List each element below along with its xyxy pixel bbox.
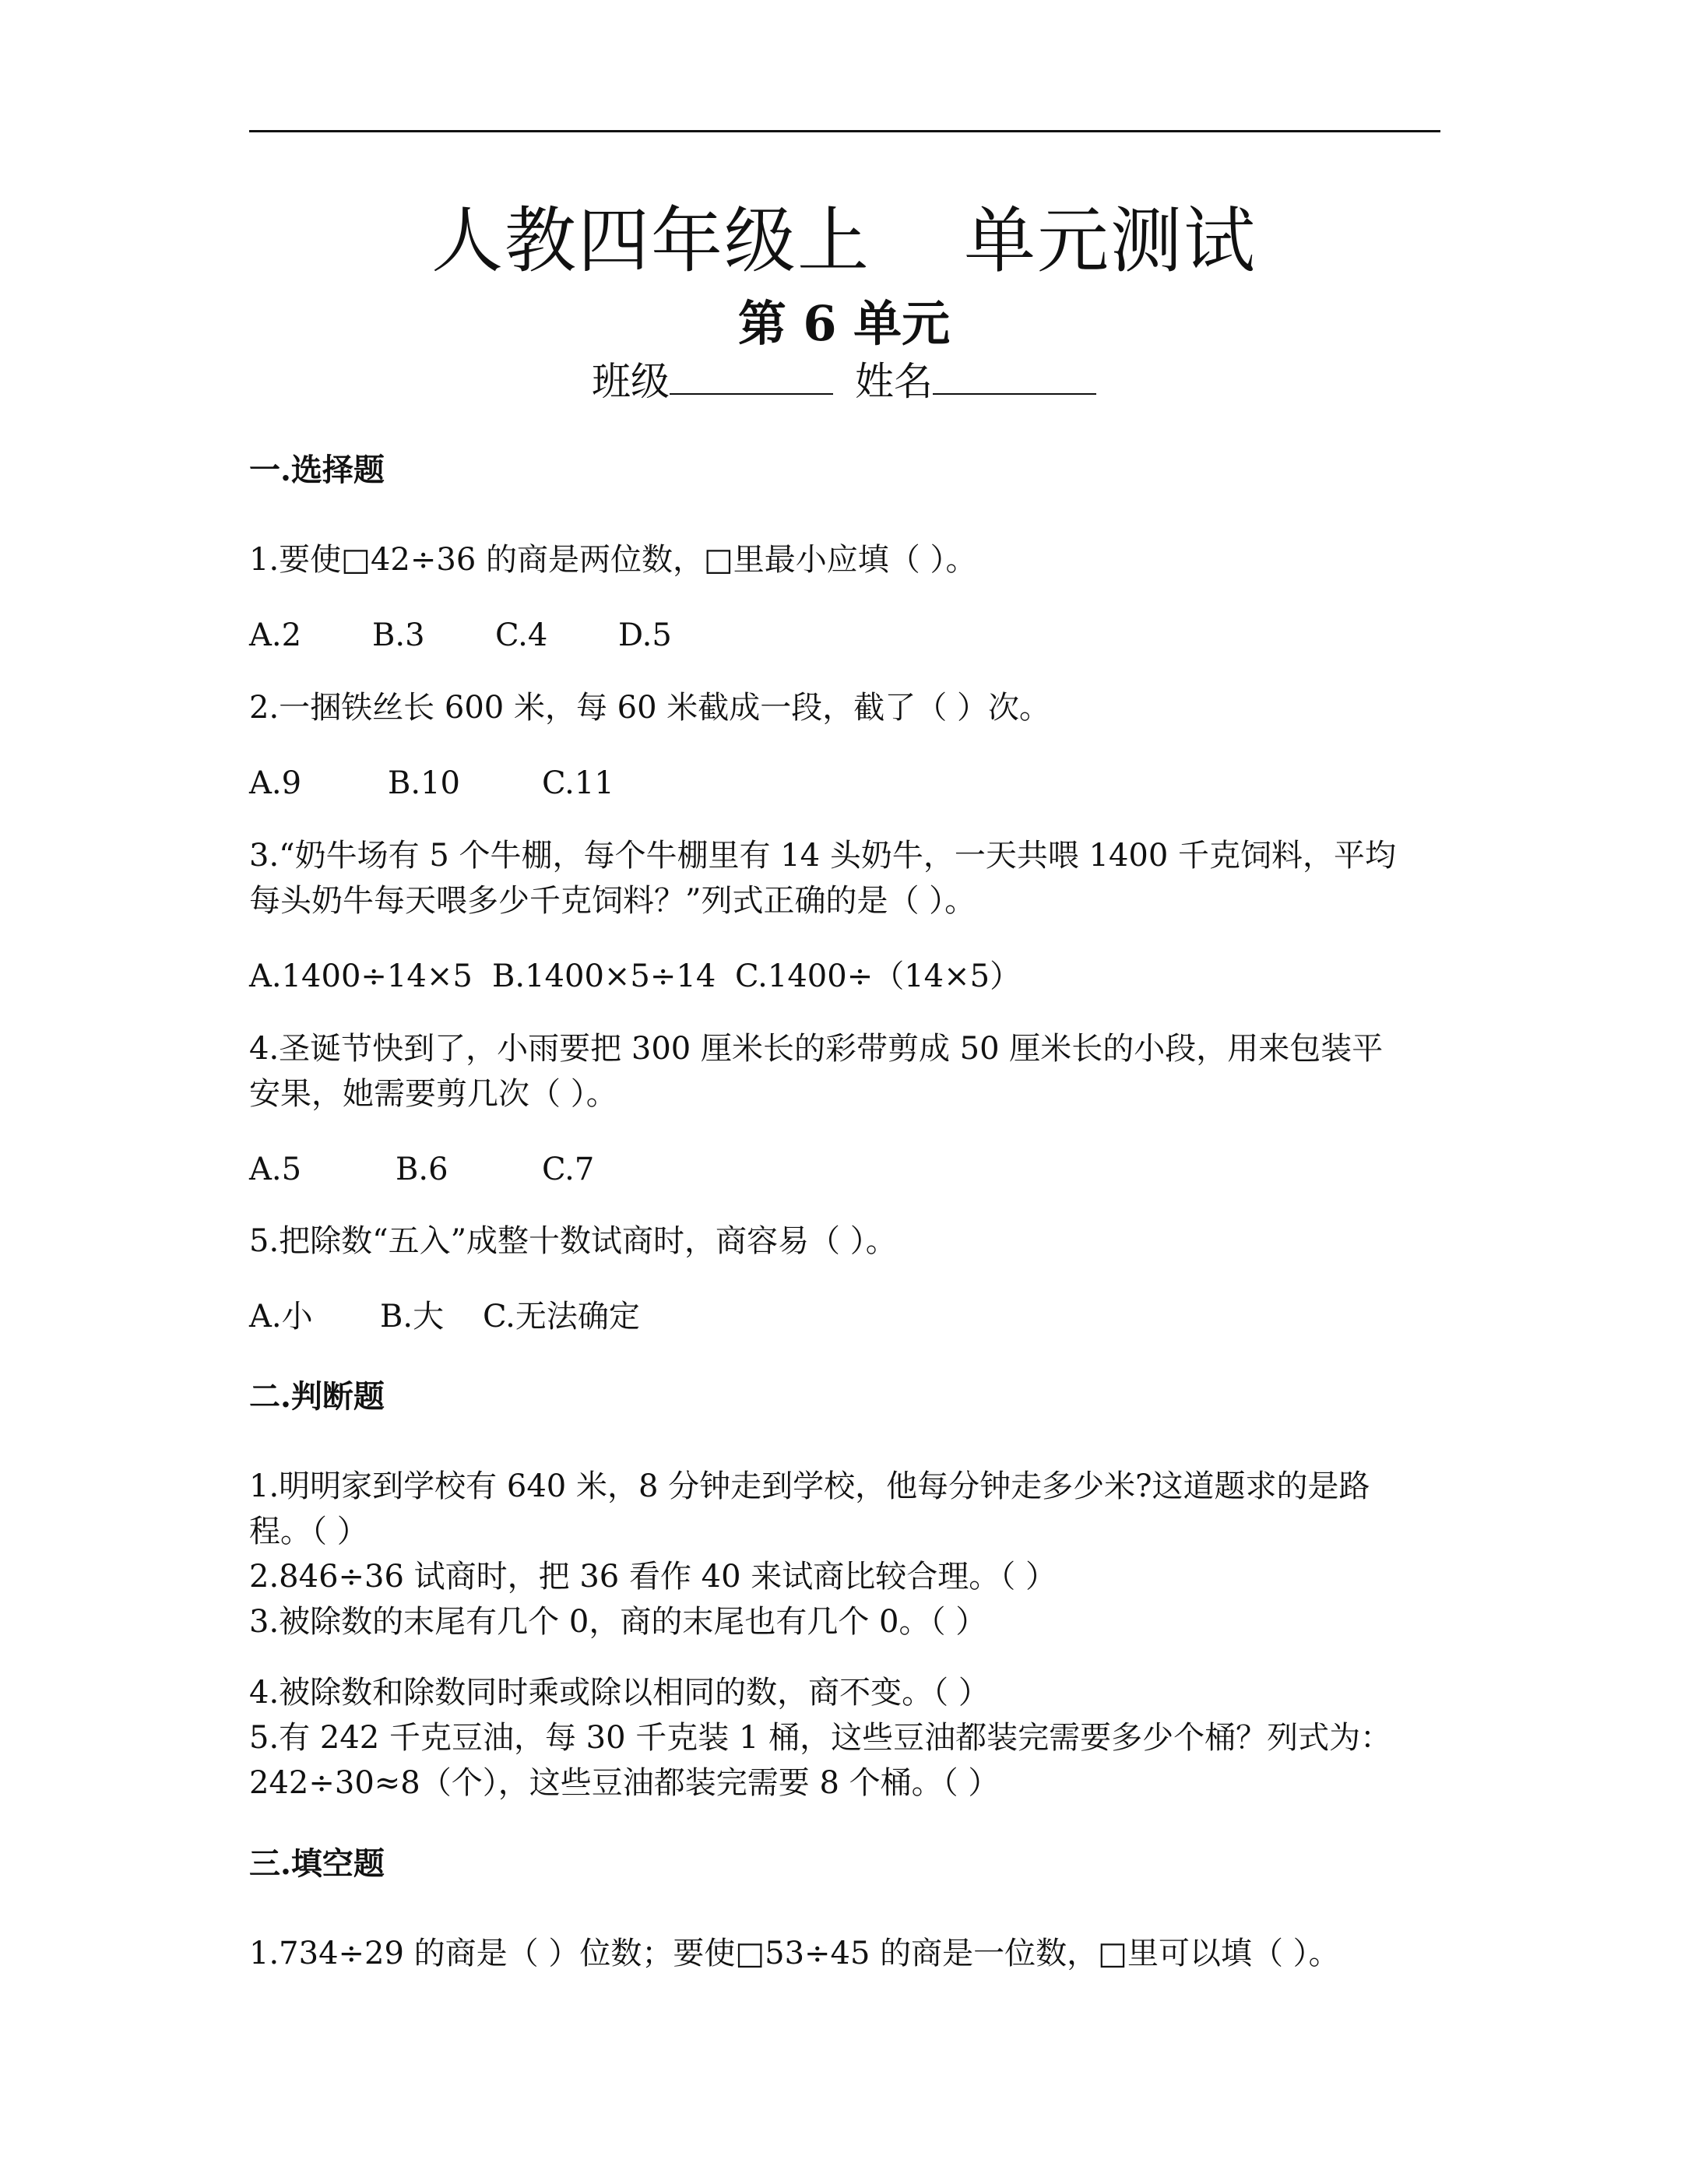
section-heading-choice: 一.选择题: [249, 452, 385, 488]
question-text: 3.“奶牛场有 5 个牛棚，每个牛棚里有 14 头奶牛，一天共喂 1400 千克饲料，平均: [249, 838, 1397, 874]
option[interactable]: C.7: [542, 1152, 595, 1187]
question-text: 安果，她需要剪几次（ ）。: [249, 1076, 617, 1112]
option[interactable]: A.2: [249, 617, 302, 653]
options-row: [249, 954, 1456, 999]
option[interactable]: D.5: [618, 617, 672, 653]
question-text: 5.把除数“五入”成整十数试商时，商容易（ ）。: [249, 1223, 897, 1259]
statement-text: 5.有 242 千克豆油，每 30 千克装 1 桶，这些豆油都装完需要多少个桶？列式为：: [249, 1720, 1392, 1756]
option[interactable]: A.1400÷14×5: [249, 958, 473, 994]
question-text: 1.要使□42÷36 的商是两位数，□里最小应填（ ）。: [249, 542, 977, 578]
question-text: 1.734÷29 的商是（ ）位数；要使□53÷45 的商是一位数，□里可以填（ ）。: [249, 1936, 1340, 1971]
statement-text: 4.被除数和除数同时乘或除以相同的数，商不变。（ ）: [249, 1675, 990, 1711]
class-label: 班级: [592, 359, 670, 404]
title-left: 人教四年级上: [431, 199, 870, 283]
option[interactable]: C.4: [495, 617, 548, 653]
options-row: [249, 1147, 1456, 1192]
option[interactable]: A.9: [249, 765, 302, 801]
section-heading-fill: 三.填空题: [249, 1845, 385, 1882]
question-text: 2.一捆铁丝长 600 米，每 60 米截成一段，截了（ ）次。: [249, 690, 1050, 726]
option[interactable]: C.11: [542, 765, 614, 801]
option[interactable]: B.1400×5÷14: [492, 958, 716, 994]
question-text: 每头奶牛每天喂多少千克饲料？”列式正确的是（ ）。: [249, 883, 976, 919]
option[interactable]: B.6: [396, 1152, 448, 1187]
options-row: [249, 613, 1456, 658]
section-heading-judgement: 二.判断题: [249, 1378, 385, 1415]
option[interactable]: B.3: [372, 617, 425, 653]
options-row: [249, 761, 1456, 806]
unit-subtitle: 第 6 单元: [737, 295, 951, 352]
question-text: 4.圣诞节快到了，小雨要把 300 厘米长的彩带剪成 50 厘米长的小段，用来包装平: [249, 1031, 1384, 1067]
statement-text: 程。（ ）: [249, 1514, 368, 1549]
name-blank[interactable]: [933, 357, 1096, 395]
name-label: 姓名: [855, 359, 933, 404]
page-title: [0, 199, 1688, 284]
header-rule: [249, 130, 1440, 132]
option[interactable]: C.1400÷（14×5）: [735, 958, 1022, 994]
option[interactable]: A.小: [249, 1299, 313, 1335]
option[interactable]: A.5: [249, 1152, 302, 1187]
statement-text: 2.846÷36 试商时，把 36 看作 40 来试商比较合理。（ ）: [249, 1559, 1057, 1595]
options-row: [249, 1294, 1456, 1339]
class-name-line: [0, 354, 1688, 409]
statement-text: 3.被除数的末尾有几个 0，商的末尾也有几个 0。（ ）: [249, 1604, 987, 1640]
option[interactable]: B.10: [388, 765, 461, 801]
statement-text: 242÷30≈8（个），这些豆油都装完需要 8 个桶。（ ）: [249, 1765, 1000, 1801]
title-right: 单元测试: [964, 199, 1257, 283]
class-blank[interactable]: [670, 357, 833, 395]
option[interactable]: C.无法确定: [483, 1299, 640, 1335]
statement-text: 1.明明家到学校有 640 米，8 分钟走到学校，他每分钟走多少米?这道题求的是路: [249, 1468, 1370, 1504]
option[interactable]: B.大: [380, 1299, 445, 1335]
